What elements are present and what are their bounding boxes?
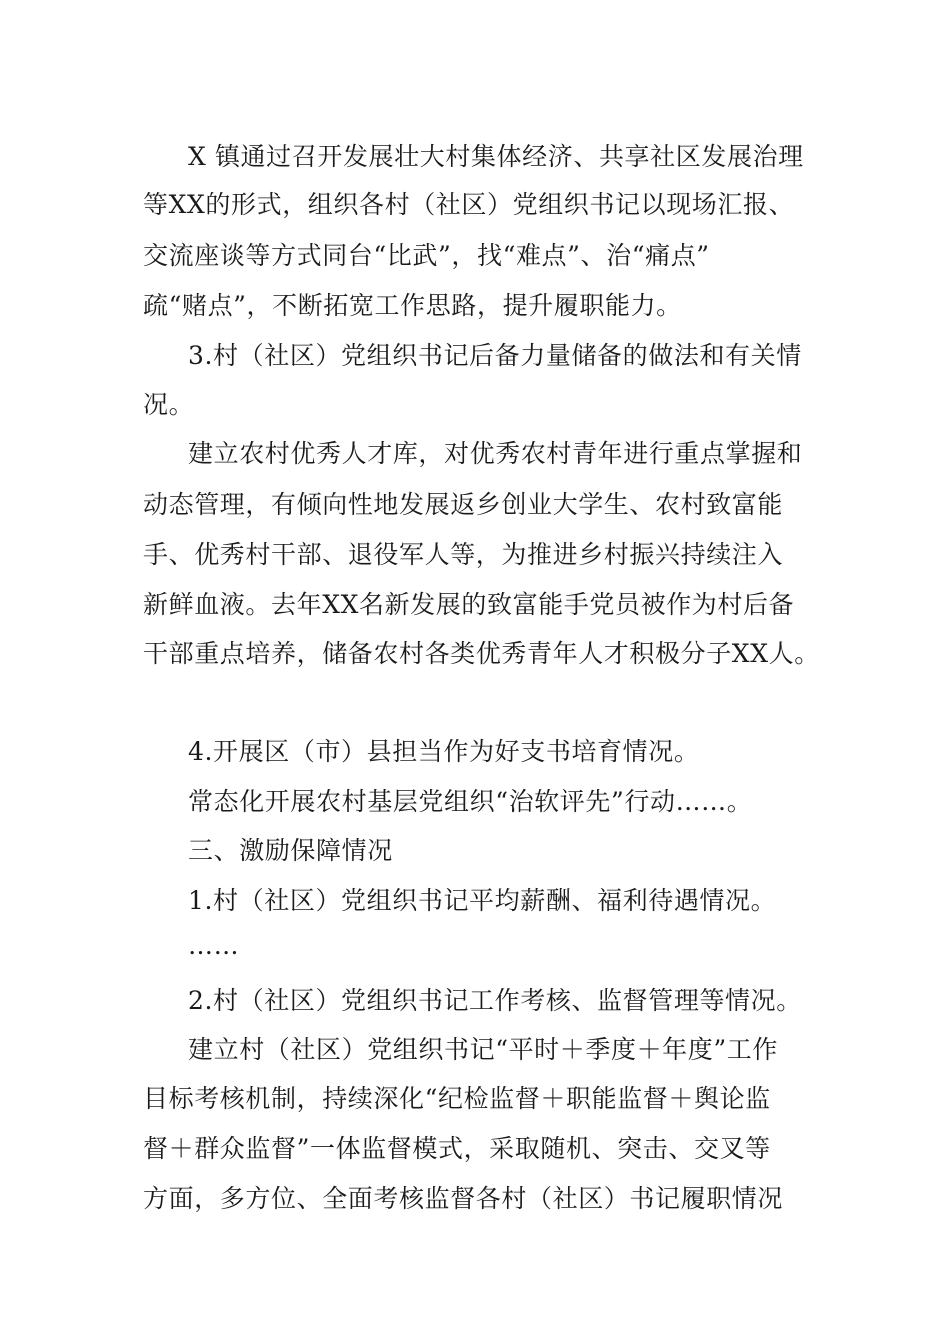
paragraph-line: 建立村（社区）党组织书记“平时＋季度＋年度”工作: [188, 1035, 778, 1064]
paragraph-line: X 镇通过召开发展壮大村集体经济、共享社区发展治理: [188, 142, 804, 171]
section-item-heading: 3.村（社区）党组织书记后备力量储备的做法和有关情: [188, 341, 802, 370]
paragraph-line: 交流座谈等方式同台“比武”，找“难点”、治“痛点”: [143, 241, 710, 270]
paragraph-line: 干部重点培养，储备农村各类优秀青年人才积极分子XX人。: [143, 639, 820, 668]
paragraph-line: 常态化开展农村基层党组织“治软评先”行动……。: [188, 787, 753, 816]
ellipsis-line: ……: [188, 931, 240, 960]
paragraph-line: 方面，多方位、全面考核监督各村（社区）书记履职情况: [143, 1184, 784, 1213]
section-heading: 三、激励保障情况: [188, 836, 393, 865]
paragraph-line: 新鲜血液。去年XX名新发展的致富能手党员被作为村后备: [143, 590, 795, 619]
paragraph-line: 目标考核机制，持续深化“纪检监督＋职能监督＋舆论监: [143, 1084, 771, 1113]
paragraph-line: 等XX的形式，组织各村（社区）党组织书记以现场汇报、: [143, 190, 795, 219]
paragraph-line: 督＋群众监督”一体监督模式，采取随机、突击、交叉等: [143, 1134, 771, 1163]
paragraph-line: 疏“赌点”，不断拓宽工作思路，提升履职能力。: [143, 291, 682, 320]
section-item-heading: 1.村（社区）党组织书记平均薪酬、福利待遇情况。: [188, 886, 777, 915]
paragraph-line: 况。: [143, 390, 195, 419]
paragraph-line: 建立农村优秀人才库，对优秀农村青年进行重点掌握和: [188, 439, 803, 468]
paragraph-line: 动态管理，有倾向性地发展返乡创业大学生、农村致富能: [143, 490, 784, 519]
paragraph-line: 手、优秀村干部、退役军人等，为推进乡村振兴持续注入: [143, 540, 784, 569]
section-item-heading: 2.村（社区）党组织书记工作考核、监督管理等情况。: [188, 986, 802, 1015]
section-item-heading: 4.开展区（市）县担当作为好支书培育情况。: [188, 737, 700, 766]
